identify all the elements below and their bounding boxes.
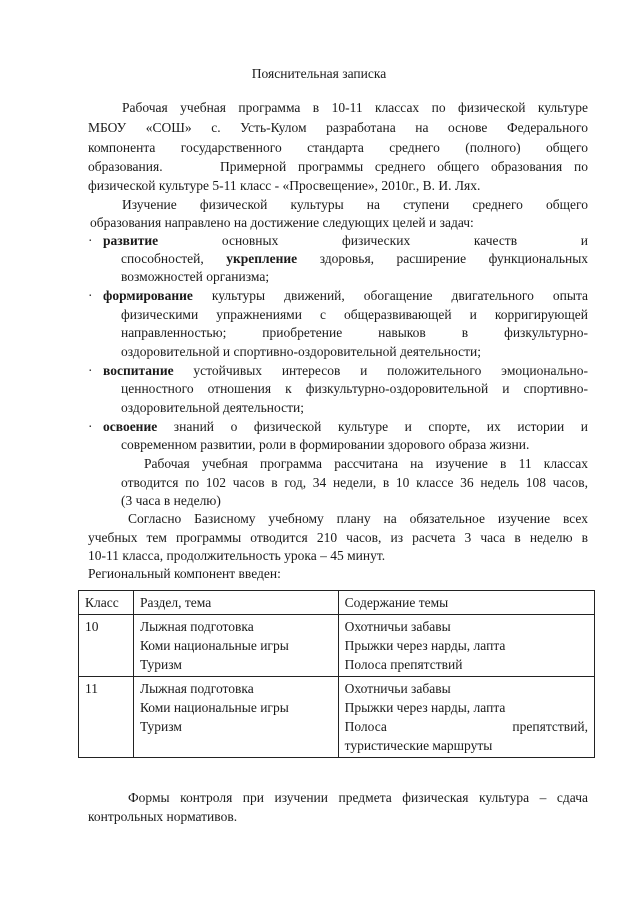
control-forms-line: Формы контроля при изучении предмета физическая культура – сдача xyxy=(128,790,588,805)
goal-line xyxy=(103,362,588,380)
goal-line xyxy=(103,418,588,436)
content-item: Прыжки через нарды, лапта xyxy=(344,638,506,653)
content-item: Охотничьи забавы xyxy=(344,619,451,634)
control-forms-line: контрольных нормативов. xyxy=(88,809,238,824)
bullet-marker: · xyxy=(88,288,93,303)
goal-line: направленностью; приобретение навыков в физкультурно- xyxy=(121,325,588,340)
table-header-cell: Содержание темы xyxy=(338,591,594,615)
goal-line xyxy=(103,232,588,250)
content-item: Прыжки через нарды, лапта xyxy=(344,700,506,715)
goal-keyword: освоение xyxy=(103,419,158,434)
intro-line: Рабочая учебная программа в 10-11 классах по физической культуре xyxy=(122,100,588,115)
section-item: Туризм xyxy=(139,657,182,672)
section-cell xyxy=(133,677,338,758)
table-header-row xyxy=(79,591,595,615)
section-item: Коми национальные игры xyxy=(139,700,289,715)
page-title: Пояснительная записка xyxy=(251,66,387,81)
goals-intro-line: образования направлено на достижение следующих целей и задач: xyxy=(90,215,474,230)
regional-component-table xyxy=(78,590,595,758)
hours-line: Рабочая учебная программа рассчитана на изучение в 11 классах xyxy=(144,456,588,471)
bullet-marker: · xyxy=(88,233,93,248)
content-item: туристические маршруты xyxy=(344,738,493,753)
plan-line: Согласно Базисному учебному плану на обязательное изучение всех xyxy=(128,511,588,526)
intro-line: физической культуре 5-11 класс - «Просвещение», 2010г., В. И. Лях. xyxy=(88,178,481,193)
intro-line: образования. xyxy=(88,159,163,174)
goal-text: культуры движений, обогащение двигательного опыта xyxy=(211,288,588,303)
bullet-marker: · xyxy=(88,419,93,434)
table-header-cell: Класс xyxy=(79,591,134,615)
section-item: Лыжная подготовка xyxy=(139,681,254,696)
section-item: Лыжная подготовка xyxy=(139,619,254,634)
table-header-cell: Раздел, тема xyxy=(133,591,338,615)
goal-keyword: укрепление xyxy=(226,251,298,266)
intro-line: МБОУ «СОШ» с. Усть-Кулом разработана на основе Федерального xyxy=(88,120,588,135)
goal-text: основных физических качеств и xyxy=(221,233,589,248)
plan-line: 10-11 класса, продолжительность урока – 45 минут. xyxy=(88,548,386,563)
section-item: Туризм xyxy=(139,719,182,734)
hours-line: отводится по 102 часов в год, 34 недели, в 10 классе 36 недель 108 часов, xyxy=(121,475,588,490)
content-cell xyxy=(338,615,594,677)
goals-intro-line: Изучение физической культуры на ступени среднего общего xyxy=(122,197,588,212)
goal-line: возможностей организма; xyxy=(121,269,270,284)
goal-keyword: формирование xyxy=(103,288,193,303)
table-row xyxy=(79,677,595,758)
intro-line: компонента государственного стандарта среднего (полного) общего xyxy=(88,140,588,155)
goal-line: оздоровительной деятельности; xyxy=(121,400,304,415)
goal-line: физическими упражнениями с общеразвивающей и корригирующей xyxy=(121,307,588,322)
goal-text: здоровья, расширение функциональных xyxy=(319,251,589,266)
goal-text: способностей, xyxy=(121,251,204,266)
content-item: Охотничьи забавы xyxy=(344,681,451,696)
regional-component-label: Региональный компонент введен: xyxy=(88,566,281,581)
intro-line: Примерной программы среднего общего образования по xyxy=(220,159,588,174)
goal-line xyxy=(103,287,588,305)
section-item: Коми национальные игры xyxy=(139,638,289,653)
goal-line: оздоровительной и спортивно-оздоровительной деятельности; xyxy=(121,344,481,359)
table-row xyxy=(79,615,595,677)
content-item: Полоса препятствий xyxy=(344,657,463,672)
hours-line: (3 часа в неделю) xyxy=(121,493,221,508)
goal-text: знаний о физической культуре и спорте, их истории и xyxy=(173,419,588,434)
goal-line xyxy=(121,250,588,268)
content-item: Полоса препятствий, xyxy=(344,719,588,734)
plan-line: учебных тем программы отводится 210 часов, из расчета 3 часа в неделю в xyxy=(88,530,588,545)
goal-text: устойчивых интересов и положительного эмоционально- xyxy=(193,363,589,378)
content-cell xyxy=(338,677,594,758)
bullet-marker: · xyxy=(88,363,93,378)
goal-keyword: развитие xyxy=(103,233,159,248)
goal-keyword: воспитание xyxy=(103,363,174,378)
goal-line: современном развитии, роли в формировании здорового образа жизни. xyxy=(121,437,530,452)
class-cell: 11 xyxy=(79,677,134,758)
goal-line: ценностного отношения к физкультурно-оздоровительной и спортивно- xyxy=(121,381,588,396)
section-cell xyxy=(133,615,338,677)
class-cell: 10 xyxy=(79,615,134,677)
